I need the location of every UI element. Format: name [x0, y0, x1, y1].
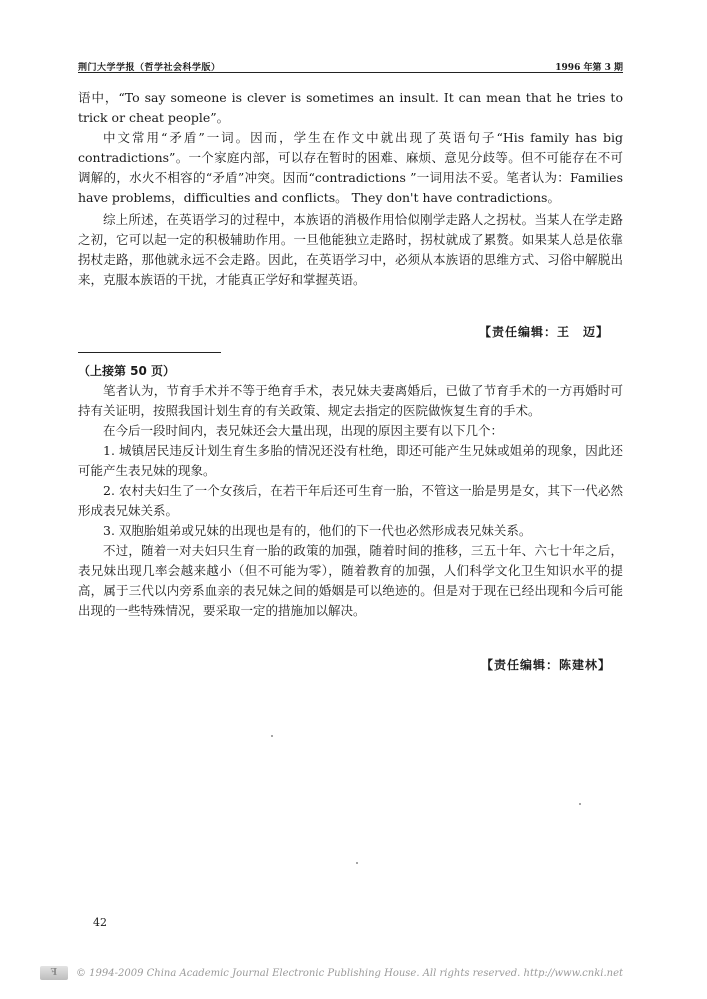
responsible-editor-label: 【责任编辑：王 迈】 [478, 325, 609, 339]
issue-header: 1996 年第 3 期 [555, 63, 623, 73]
list-item: 3. 双胞胎姐弟或兄妹的出现也是有的，他们的下一代也必然形成表兄妹关系。 [103, 523, 532, 538]
paragraph: 笔者认为，节育手术并不等于绝育手术，表兄妹夫妻离婚后，已做了节育手术的一方再婚时可持有关证明，按照我国计划生育的有关政策、规定去指定的医院做恢复生育的手术。 [78, 383, 623, 418]
article-ending-section [78, 88, 623, 290]
list-item: 2. 农村夫妇生了一个女孩后，在若干年后还可生育一胎，不管这一胎是男是女，其下一代必然形成表兄妹关系。 [78, 483, 623, 518]
paragraph: 在今后一段时间内，表兄妹还会大量出现，出现的原因主要有以下几个： [103, 423, 504, 438]
copyright-text: © 1994-2009 China Academic Journal Electronic Publishing House. All rights reserved. http://www.cnki.net [76, 967, 624, 979]
header-rule [78, 72, 623, 73]
paragraph: 综上所述，在英语学习的过程中，本族语的消极作用恰似刚学走路人之拐杖。当某人在学走路之初，它可以起一定的积极辅助作用。一旦他能独立走路时，拐杖就成了累赘。如果某人总是依靠拐杖走路，那他就永远不会走路。因此，在英语学习中，必须从本族语的思维方式、习俗中解脱出来，克服本族语的干扰，才能真正学好和掌握英语。 [78, 212, 623, 287]
continued-article-section [78, 361, 623, 621]
paragraph: 不过，随着一对夫妇只生育一胎的政策的加强，随着时间的推移，三五十年、六七十年之后，表兄妹出现几率会越来越小（但不可能为零），随着教育的加强，人们科学文化卫生知识水平的提高，属于三代以内旁系血亲的表兄妹之间的婚姻是可以绝迹的。但是对于现在已经出现和今后可能出现的一些特殊情况，要采取一定的措施加以解决。 [78, 543, 623, 618]
journal-header: 荆门大学学报（哲学社会科学版） [78, 63, 221, 73]
responsible-editor-label: 【责任编辑：陈建林】 [480, 658, 611, 672]
scan-speck [356, 862, 358, 864]
scan-speck [271, 735, 273, 737]
paragraph: 中文常用“矛盾”一词。因而，学生在作文中就出现了英语句子“His family has big contradictions”。一个家庭内部，可以存在暂时的困难、麻烦、意见分歧等。但不可能存在不可调解的，水火不相容的“矛盾”冲突。因而“contradictions ”一词用法不妥。笔者认为：Families have problems，difficulties and conflicts。 They don't have contradictions。 [78, 130, 623, 205]
cnki-logo-icon: ꟻ [40, 966, 68, 980]
continued-from-label: （上接第 50 页） [78, 364, 176, 378]
paragraph: 语中，“To say someone is clever is sometimes an insult. It can mean that he tries to trick or cheat people”。 [78, 90, 623, 125]
scan-speck [579, 803, 581, 805]
copyright-footer [40, 966, 640, 980]
page-number: 42 [93, 916, 107, 929]
list-item: 1. 城镇居民违反计划生育生多胎的情况还没有杜绝，即还可能产生兄妹或姐弟的现象，因此还可能产生表兄妹的现象。 [78, 443, 623, 478]
section-separator [78, 352, 221, 353]
